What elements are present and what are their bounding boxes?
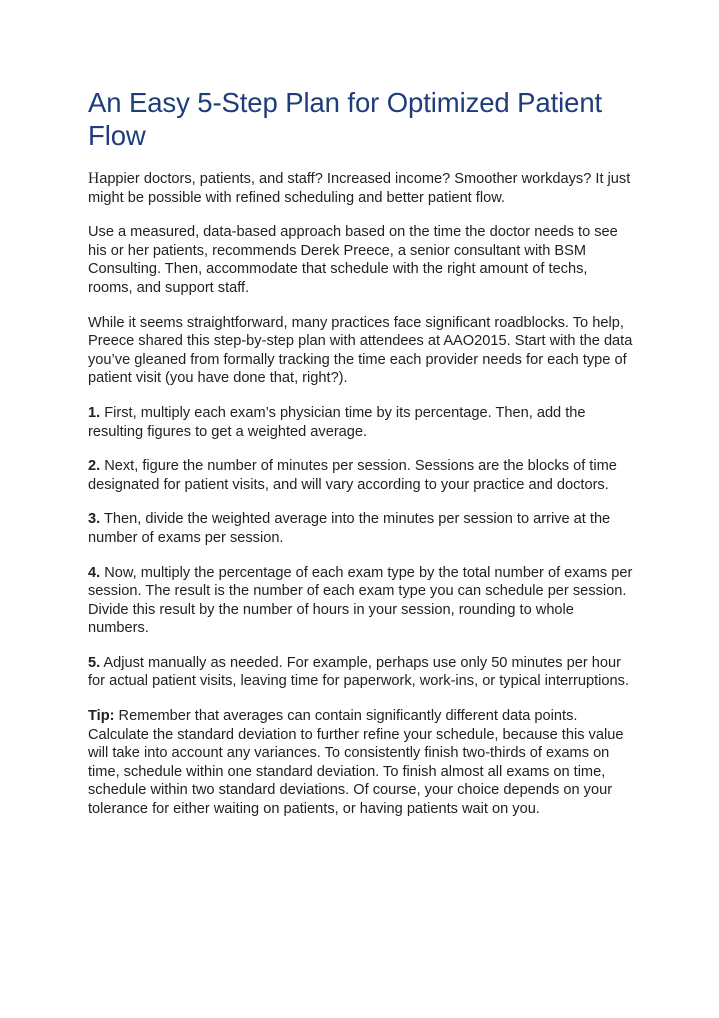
intro-text: appier doctors, patients, and staff? Increased income? Smoother workdays? It just might be possible with refined scheduling and better patient flow. (88, 171, 631, 206)
step-2 (88, 457, 636, 494)
step-number: 4. (88, 564, 101, 581)
step-text: Now, multiply the percentage of each exam type by the total number of exams per session. The result is the number of each exam type you can schedule per session. Divide this result by the number of hours in your session, rounding to whole numbers. (88, 564, 633, 637)
step-4 (88, 564, 636, 638)
tip-text: Remember that averages can contain significantly different data points. Calculate the standard deviation to further refine your schedule, because this value will take into account any variances. To consistently finish two-thirds of exams on time, schedule within one standard deviation. To finish almost all exams on time, schedule within two standard deviations. Of course, your choice depends on your tolerance for either waiting on patients, or having patients wait on you. (88, 708, 624, 818)
step-1 (88, 404, 636, 441)
step-5 (88, 654, 636, 691)
step-3 (88, 510, 636, 547)
intro-first-letter: H (88, 170, 100, 187)
step-number: 5. (88, 654, 101, 671)
step-number: 2. (88, 458, 101, 475)
page-title: An Easy 5-Step Plan for Optimized Patient Flow (88, 87, 603, 151)
intro-paragraph (88, 170, 636, 207)
step-number: 3. (88, 511, 101, 528)
paragraph-approach: Use a measured, data-based approach based on the time the doctor needs to see his or her patients, recommends Derek Preece, a senior consultant with BSM Consulting. Then, accommodate that schedule with the right amount of techs, rooms, and support staff. (88, 224, 618, 296)
step-text: First, multiply each exam’s physician time by its percentage. Then, add the resulting figures to get a weighted average. (88, 404, 586, 440)
paragraph-roadblocks: While it seems straightforward, many practices face significant roadblocks. To help, Preece shared this step-by-step plan with attendees at AAO2015. Start with the data you’ve gleaned from formally tracking the time each provider needs for each type of patient visit (you have done that, right?). (88, 314, 633, 387)
tip-paragraph (88, 707, 636, 819)
step-text: Next, figure the number of minutes per session. Sessions are the blocks of time designated for patient visits, and will vary according to your practice and doctors. (88, 458, 617, 493)
article (88, 86, 636, 835)
step-text: Then, divide the weighted average into the minutes per session to arrive at the number of exams per session. (88, 511, 611, 546)
tip-label: Tip: (88, 708, 115, 725)
step-number: 1. (88, 404, 101, 421)
step-text: Adjust manually as needed. For example, perhaps use only 50 minutes per hour for actual patient visits, leaving time for paperwork, work-ins, or typical interruptions. (88, 654, 630, 690)
